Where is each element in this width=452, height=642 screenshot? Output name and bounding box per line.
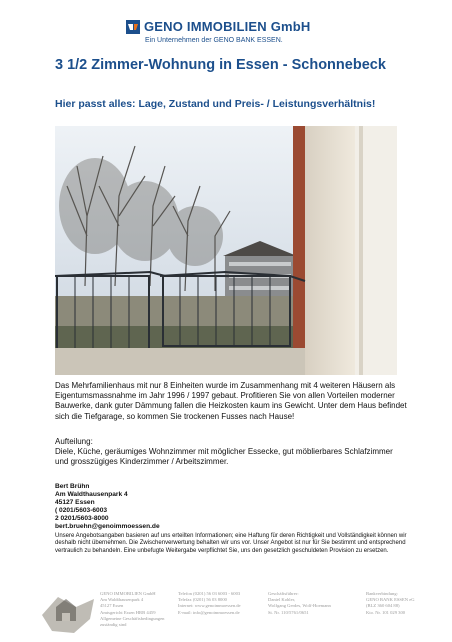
footer-line: Internet: www.genoimmoessen.de: [178, 603, 241, 609]
footer-line: zuständig sind: [100, 622, 127, 628]
footer-line: E-mail: info@genoimmoessen.de: [178, 609, 240, 615]
contact-street: Am Waldthausenpark 4: [55, 491, 128, 499]
footer-line: Telefon (0201) 56 03 6003 - 6003: [178, 591, 241, 596]
footer-line: Wolfgang Gerdes, Wolf-Hoemann: [268, 603, 331, 609]
footer-line: Kto. Nr. 101 029 300: [366, 609, 406, 615]
layout-label: Aufteilung:: [55, 437, 93, 446]
footer-line: Daniel Kohler,: [268, 597, 296, 603]
contact-city: 45127 Essen: [55, 499, 95, 507]
contact-block: [55, 483, 160, 532]
footer-line: (BLZ 360 604 88): [366, 603, 400, 609]
logo-mark-icon: [126, 20, 140, 34]
footer-line: St. Nr. 110/5761/0651: [268, 609, 309, 615]
contact-email[interactable]: bert.bruehn@genoimmoessen.de: [55, 523, 160, 531]
contact-fax: 2 0201/5603-8000: [55, 515, 109, 523]
company-name: GENO IMMOBILIEN GmbH: [144, 19, 311, 34]
footer-bank: [366, 591, 415, 616]
page-title: 3 1/2 Zimmer-Wohnung in Essen - Schonnebeck: [55, 57, 386, 73]
contact-phone: ( 0201/5603-6003: [55, 507, 108, 515]
footer-line: Telefax (0201) 56 03 8000: [178, 597, 227, 603]
property-photo: [55, 126, 397, 375]
footer-contact: [178, 591, 241, 616]
footer-line: Amtsgericht Essen HRB 4459: [100, 609, 156, 615]
property-description: Das Mehrfamilienhaus mit nur 8 Einheiten wurde im Zusammenhang mit 4 weiteren Häusern als Eigentumsmassnahme im Jahr 1996 / 1997 gebaut. Profitieren Sie von allen Vorteilen moderner Bauwerke, dank guter Dämmung fallen die Heizkosten kaum ins Gewicht. Unter dem Haus befindet sich die Tiefgarage, so kommen Sie trockenen Fusses nach Hause!: [55, 381, 407, 421]
company-tagline: Ein Unternehmen der GENO BANK ESSEN.: [145, 37, 283, 44]
footer-management: [268, 591, 331, 616]
header: [0, 0, 452, 54]
disclaimer: Unsere Angebotsangaben basieren auf uns erteilten Informationen; eine Haftung für deren Richtigkeit und Vollständigkeit können wir deshalb nicht übernehmen. Die Zwischenverwertung behalten wir uns vor. Unser Angebot ist nur für Sie bestimmt und entsprechend vertraulich zu behandeln. Eine unbefugte Weitergabe verpflichtet Sie, uns den gesetzlich geschuldeten Provision zu ersetzen.: [55, 533, 407, 554]
footer-line: Allgemeine Geschäftsbedingungen: [100, 615, 165, 621]
contact-name: Bert Brühn: [55, 483, 90, 490]
page-subtitle: Hier passt alles: Lage, Zustand und Preis- / Leistungsverhältnis!: [55, 98, 376, 110]
footer-line: GENO BANK ESSEN eG: [366, 597, 415, 603]
footer-line: Am Waldthausenpark 4: [100, 597, 144, 603]
footer: [0, 585, 452, 640]
footer-line: Geschäftsführer:: [268, 591, 299, 596]
footer-company: [100, 591, 164, 628]
company-logo[interactable]: [126, 19, 311, 34]
footer-line: 45127 Essen: [100, 603, 124, 609]
footer-line: Bankverbindung:: [366, 591, 398, 596]
footer-line: GENO IMMOBILIEN GmbH: [100, 591, 156, 596]
layout-description: Diele, Küche, geräumiges Wohnzimmer mit möglicher Essecke, gut möblierbares Schlafzimmer und grosszügiges Kinderzimmer / Arbeitszimmer.: [55, 447, 393, 467]
